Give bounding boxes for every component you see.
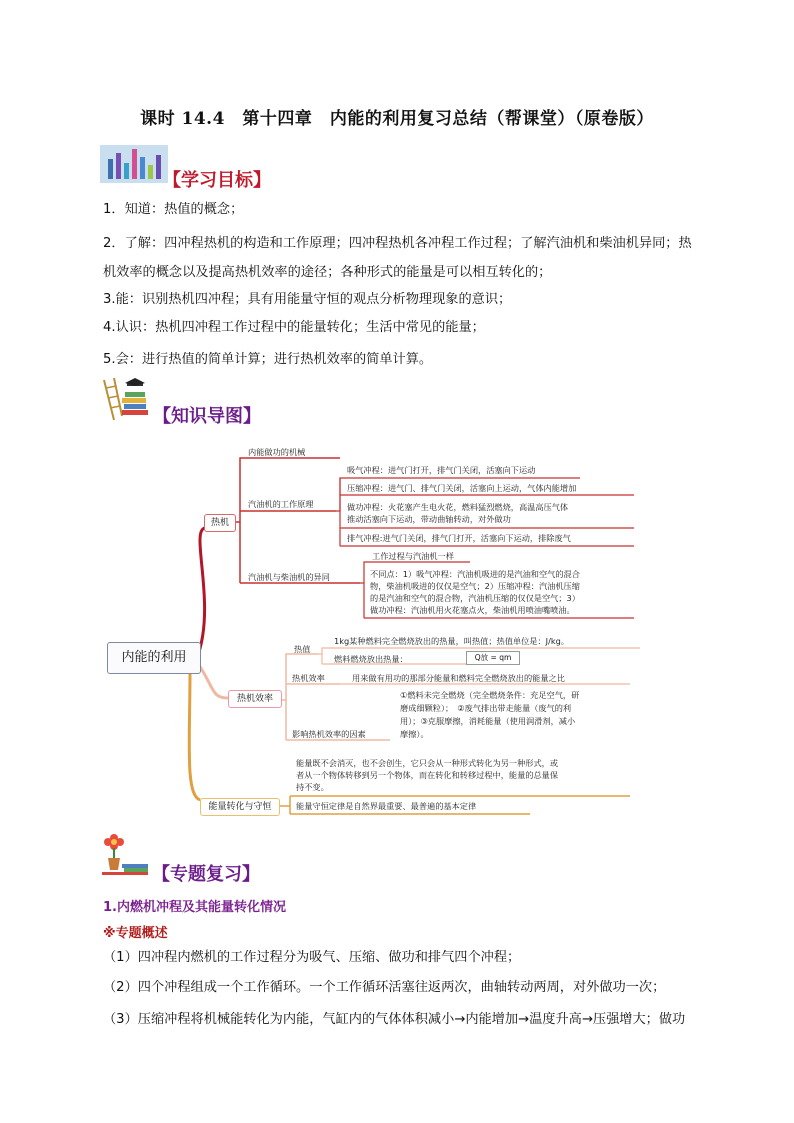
goal-line-2-cont: 机效率的概念以及提高热机效率的途径；各种形式的能量是可以相互转化的； [103,265,552,280]
mindmap-eff-label: 热机效率 [292,673,325,683]
mindmap-factor-4: 摩擦）。 [400,729,429,739]
mindmap-factor-1: ①燃料未完全燃烧（完全燃烧条件：充足空气，研 [400,690,580,700]
mindmap-power-1: 做功冲程：火花塞产生电火花，燃料猛烈燃烧，高温高压气体 [347,502,569,512]
mindmap-exhaust: 排气冲程:进气门关闭，排气门打开，活塞向下运动，排除废气 [347,533,571,543]
mindmap-same: 工作过程与汽油机一样 [372,551,454,561]
mindmap-cons-2: 者从一个物体转移到另一个物体，而在转化和转移过程中，能量的总量保 [296,770,559,780]
mindmap-hv-formula-box: Q放 = qm [466,651,520,665]
mindmap-factor-2: 磨成细颗粒）； ②废气排出带走能量（废气的利 [400,703,572,713]
mindmap-cons-3: 持不变。 [296,782,329,792]
mindmap-factors-label: 影响热机效率的因素 [292,729,366,739]
mindmap-diff-4: 做功冲程：汽油机用火花塞点火，柴油机用喷油嘴喷油。 [370,605,575,615]
review-line-2: （2）四个冲程组成一个工作循环。一个工作循环活塞往返两次，曲轴转动两周，对外做功一次； [103,980,666,995]
mindmap-eff-def: 用来做有用功的那部分能量和燃料完全燃烧放出的能量之比 [352,673,565,683]
section-learning-goals: 【学习目标】 [163,170,271,191]
mindmap-compress: 压缩冲程：进气门、排气门关闭，活塞向上运动，气体内能增加 [347,483,577,493]
mindmap-cons-law: 能量守恒定律是自然界最重要、最普遍的基本定律 [296,801,477,811]
mindmap-diff-1: 不同点：1）吸气冲程：汽油机吸进的是汽油和空气的混合 [370,569,580,579]
topic-heading: 1.内燃机冲程及其能量转化情况 [103,900,286,915]
mindmap-diff-label: 汽油机与柴油机的异同 [248,572,330,582]
flower-pot-icon [100,828,150,876]
review-line-1: （1）四冲程内燃机的工作过程分为吸气、压缩、做功和排气四个冲程； [103,950,521,965]
mindmap-gas-principle: 汽油机的工作原理 [248,499,314,509]
mindmap-intake: 吸气冲程：进气门打开，排气门关闭，活塞向下运动 [347,465,536,475]
mindmap-hv-formula-label: 燃料燃烧放出热量： [334,654,408,664]
overview-heading: ※专题概述 [103,926,168,941]
mindmap-conservation: 能量转化与守恒 [200,798,280,816]
goal-line-5: 5.会：进行热值的简单计算；进行热机效率的简单计算。 [103,352,433,367]
mindmap-heat-engine: 热机 [204,514,236,532]
goal-line-2: 2．了解：四冲程热机的构造和工作原理；四冲程热机各冲程工作过程；了解汽油机和柴油机异同；热 [103,236,692,251]
mindmap-cons-1: 能量既不会消灭，也不会创生，它只会从一种形式转化为另一种形式，或 [296,758,559,768]
section-topic-review: 【专题复习】 [152,864,260,885]
mindmap-diff-2: 物，柴油机吸进的仅仅是空气；2）压缩冲程：汽油机压缩 [370,581,580,591]
goal-line-1: 1．知道：热值的概念； [103,202,244,217]
mindmap-power-2: 推动活塞向下运动，带动曲轴转动，对外做功 [347,514,511,524]
mindmap-diff-3: 的是汽油和空气的混合物，汽油机压缩的仅仅是空气；3） [370,593,580,603]
goal-line-3: 3.能：识别热机四冲程；具有用能量守恒的观点分析物理现象的意识； [103,292,512,307]
section-knowledge-map: 【知识导图】 [153,406,261,427]
mindmap-root: 内能的利用 [107,642,201,674]
document-title: 课时 14.4 第十四章 内能的利用复习总结（帮课堂）（原卷版） [140,109,654,129]
mindmap-factor-3: 用）；③克服摩擦，消耗能量（使用润滑剂，减小 [400,716,576,726]
mindmap-engine-use: 内能做功的机械 [248,447,306,457]
goal-line-4: 4.认识：热机四冲程工作过程中的能量转化；生活中常见的能量； [103,320,485,335]
review-line-3: （3）压缩冲程将机械能转化为内能，气缸内的气体体积减小→内能增加→温度升高→压强增大；做功 [103,1012,686,1027]
mindmap-heat-value: 热值 [294,644,311,654]
mindmap-hv-def: 1kg某种燃料完全燃烧放出的热量，叫热值；热值单位是：J/kg。 [334,636,569,646]
mindmap-efficiency-branch: 热机效率 [228,690,282,708]
